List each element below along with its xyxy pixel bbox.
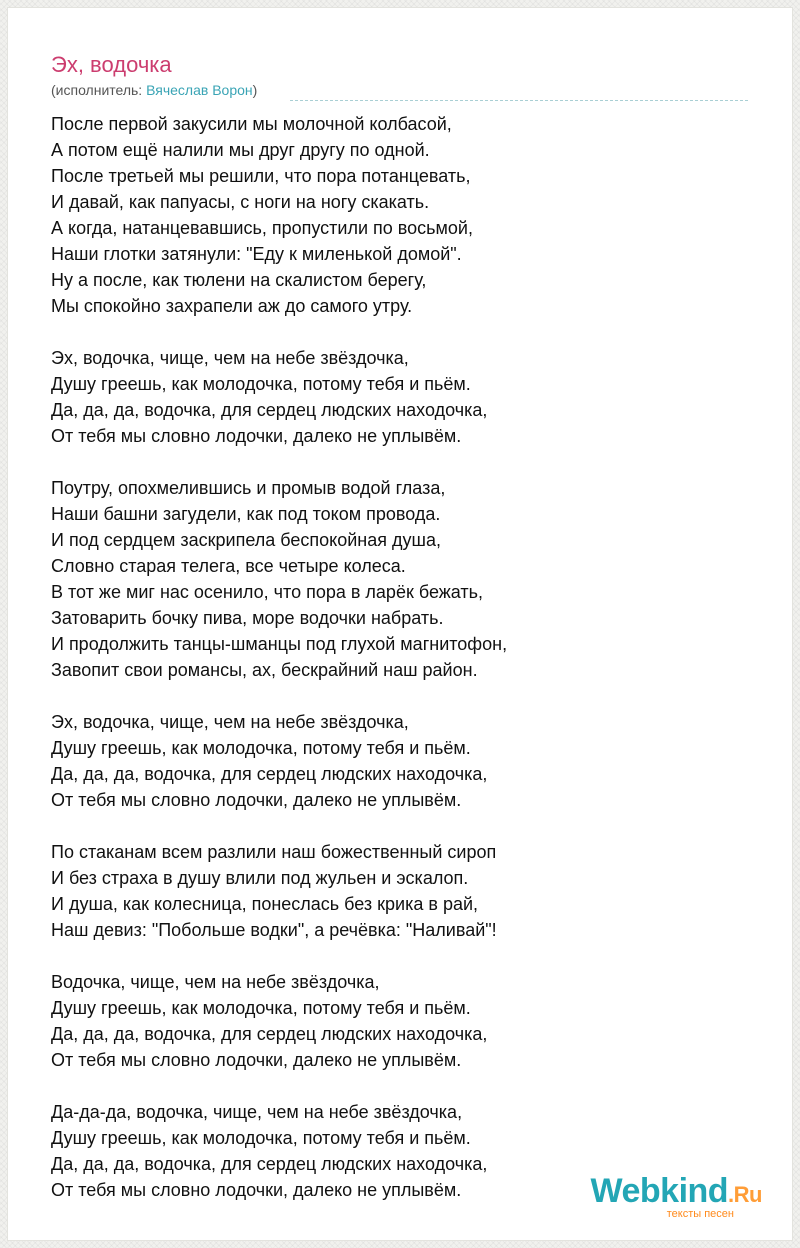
lyric-line: После третьей мы решили, что пора потанцевать, [51,166,471,186]
lyric-line: Водочка, чище, чем на небе звёздочка, [51,972,380,992]
lyric-line: В тот же миг нас осенило, что пора в ларёк бежать, [51,582,484,602]
song-title: Эх, водочка [51,52,172,77]
logo-name: Webkind [590,1172,729,1210]
lyrics-stanza [51,839,771,943]
artist-line [51,80,257,100]
lyric-line: Завопит свои романсы, ах, бескрайний наш район. [51,660,478,680]
lyric-line: Да-да-да, водочка, чище, чем на небе звёздочка, [51,1102,463,1122]
lyric-line: А когда, натанцевавшись, пропустили по восьмой, [51,218,473,238]
lyric-line: И давай, как папуасы, с ноги на ногу скакать. [51,192,430,212]
lyric-line: Да, да, да, водочка, для сердец людских находочка, [51,1154,488,1174]
lyric-line: И продолжить танцы-шманцы под глухой магнитофон, [51,634,508,654]
lyric-line: А потом ещё налили мы друг другу по одной. [51,140,430,160]
lyric-line: И без страха в душу влили под жульен и эскалоп. [51,868,469,888]
lyric-line: Душу греешь, как молодочка, потому тебя и пьём. [51,998,471,1018]
lyric-line: От тебя мы словно лодочки, далеко не уплывём. [51,1180,462,1200]
lyric-line: Да, да, да, водочка, для сердец людских находочка, [51,1024,488,1044]
lyric-line: От тебя мы словно лодочки, далеко не уплывём. [51,1050,462,1070]
artist-suffix: ) [252,82,258,98]
lyrics-stanza [51,969,771,1073]
dashed-divider [290,100,748,101]
lyric-line: И душа, как колесница, понеслась без крика в рай, [51,894,479,914]
lyric-line: Душу греешь, как молодочка, потому тебя и пьём. [51,738,471,758]
lyric-line: Ну а после, как тюлени на скалистом берегу, [51,270,427,290]
lyric-line: По стаканам всем разлили наш божественный сироп [51,842,497,862]
site-logo[interactable] [591,1173,763,1220]
lyric-line: Душу греешь, как молодочка, потому тебя и пьём. [51,374,471,394]
logo-wordmark [591,1173,763,1213]
artist-link[interactable]: Вячеслав Ворон [146,82,253,98]
lyrics-stanza [51,709,771,813]
lyrics-stanza [51,345,771,449]
lyric-line: Эх, водочка, чище, чем на небе звёздочка, [51,348,409,368]
lyric-line: После первой закусили мы молочной колбасой, [51,114,452,134]
logo-tld: .Ru [728,1182,762,1207]
lyrics-card [8,8,792,1240]
lyric-line: Наши глотки затянули: "Еду к миленькой домой". [51,244,462,264]
lyric-line: Мы спокойно захрапели аж до самого утру. [51,296,413,316]
lyric-line: Наш девиз: "Побольше водки", а речёвка: "Наливай"! [51,920,497,940]
logo-tagline: тексты песен [666,1208,734,1220]
lyric-line: И под сердцем заскрипела беспокойная душа, [51,530,441,550]
lyrics-stanza [51,111,771,319]
lyric-line: Словно старая телега, все четыре колеса. [51,556,406,576]
lyric-line: Наши башни загудели, как под током провода. [51,504,441,524]
lyric-line: Да, да, да, водочка, для сердец людских находочка, [51,400,488,420]
lyrics-body [51,111,771,1229]
lyrics-stanza [51,475,771,683]
artist-prefix: (исполнитель: [51,82,147,98]
lyric-line: От тебя мы словно лодочки, далеко не уплывём. [51,790,462,810]
lyric-line: Поутру, опохмелившись и промыв водой глаза, [51,478,446,498]
lyric-line: Эх, водочка, чище, чем на небе звёздочка, [51,712,409,732]
lyric-line: От тебя мы словно лодочки, далеко не уплывём. [51,426,462,446]
lyric-line: Да, да, да, водочка, для сердец людских находочка, [51,764,488,784]
lyric-line: Затоварить бочку пива, море водочки набрать. [51,608,444,628]
lyric-line: Душу греешь, как молодочка, потому тебя и пьём. [51,1128,471,1148]
